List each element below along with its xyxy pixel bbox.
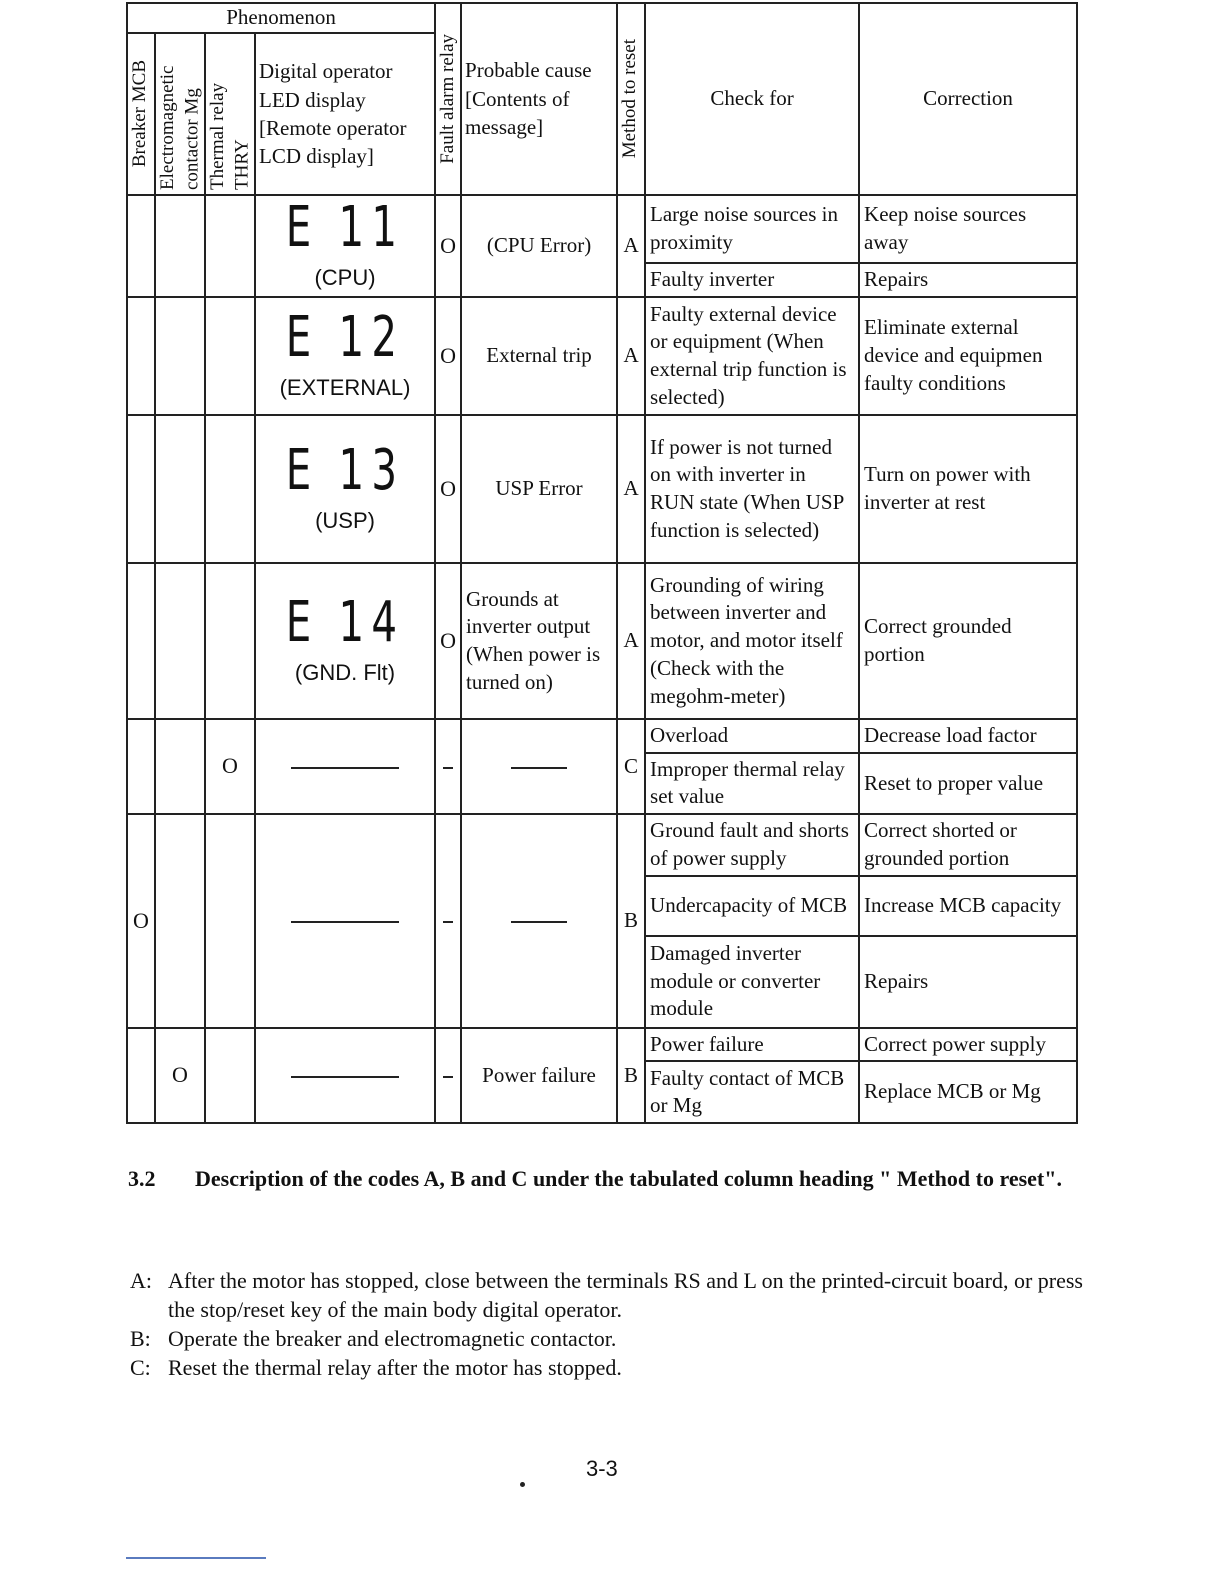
led-label: (CPU)	[314, 265, 376, 291]
alarm-none	[435, 1028, 461, 1124]
definition-text: Reset the thermal relay after the motor has stopped.	[168, 1355, 622, 1381]
row-e12	[127, 297, 1077, 415]
row-e11	[127, 195, 1077, 263]
troubleshooting-table	[126, 2, 1078, 1124]
correction-item: Correct grounded portion	[859, 563, 1077, 719]
phenomenon-header: Phenomenon	[127, 3, 435, 33]
mg-mark: O	[155, 1028, 205, 1124]
row-e13	[127, 415, 1077, 563]
thermal-relay-header: Thermal relay THRY	[207, 82, 253, 190]
alarm-mark: O	[435, 563, 461, 719]
cause-none	[461, 719, 617, 814]
check-item: Faulty inverter	[645, 263, 859, 297]
check-item: Overload	[645, 719, 859, 753]
led-code: E 12	[285, 305, 405, 371]
reset-code: B	[617, 1028, 645, 1124]
led-code: E 11	[285, 195, 405, 261]
e14-display	[255, 563, 435, 719]
check-for-header: Check for	[645, 3, 859, 195]
check-item: Ground fault and shorts of power supply	[645, 814, 859, 875]
scan-speck	[520, 1482, 525, 1487]
row-thermal	[127, 719, 1077, 753]
definition-b	[130, 1324, 1090, 1353]
check-item: Undercapacity of MCB	[645, 876, 859, 936]
code-definitions	[130, 1266, 1090, 1382]
reset-code: A	[617, 297, 645, 415]
correction-item: Replace MCB or Mg	[859, 1061, 1077, 1123]
correction-item: Reset to proper value	[859, 753, 1077, 814]
probable-cause: Grounds at inverter output (When power is turned on)	[461, 563, 617, 719]
fault-alarm-relay-header: Fault alarm relay	[437, 34, 459, 164]
reset-code: C	[617, 719, 645, 814]
alarm-mark: O	[435, 195, 461, 297]
led-label: (EXTERNAL)	[279, 375, 411, 401]
check-item: If power is not turned on with inverter in RUN state (When USP function is selected)	[645, 415, 859, 563]
breaker-mcb-header: Breaker MCB	[129, 60, 150, 168]
display-none	[255, 719, 435, 814]
probable-cause: External trip	[461, 297, 617, 415]
led-code: E 14	[285, 590, 405, 656]
probable-cause: Power failure	[461, 1028, 617, 1124]
e13-display	[255, 415, 435, 563]
electromagnetic-contactor-header: Electromagnetic contactor Mg	[157, 65, 203, 190]
cause-none	[461, 814, 617, 1027]
alarm-none	[435, 814, 461, 1027]
check-item: Faulty external device or equipment (When external trip function is selected)	[645, 297, 859, 415]
correction-item: Repairs	[859, 263, 1077, 297]
led-label: (USP)	[315, 508, 375, 534]
thry-mark: O	[205, 719, 255, 814]
led-label: (GND. Flt)	[294, 660, 396, 686]
row-power	[127, 1028, 1077, 1062]
check-item: Damaged inverter module or converter module	[645, 936, 859, 1028]
check-item: Large noise sources in proximity	[645, 195, 859, 263]
led-code: E 13	[285, 438, 405, 504]
correction-item: Turn on power with inverter at rest	[859, 415, 1077, 563]
correction-item: Eliminate external device and equipmen faulty conditions	[859, 297, 1077, 415]
page-number: 3-3	[586, 1456, 618, 1481]
correction-item: Keep noise sources away	[859, 195, 1077, 263]
mcb-mark: O	[127, 814, 155, 1027]
definition-key: A:	[130, 1268, 152, 1293]
header-row-top	[127, 3, 1077, 33]
correction-item: Correct shorted or grounded portion	[859, 814, 1077, 875]
method-to-reset-header: Method to reset	[619, 39, 641, 159]
probable-cause: (CPU Error)	[461, 195, 617, 297]
correction-header: Correction	[859, 3, 1077, 195]
reset-code: B	[617, 814, 645, 1027]
probable-cause: USP Error	[461, 415, 617, 563]
display-none	[255, 814, 435, 1027]
definition-key: C:	[130, 1355, 151, 1381]
section-title: Description of the codes A, B and C under the tabulated column heading " Method to reset".	[195, 1166, 1062, 1191]
check-item: Faulty contact of MCB or Mg	[645, 1061, 859, 1123]
row-breaker	[127, 814, 1077, 875]
definition-a	[130, 1266, 1090, 1324]
reset-code: A	[617, 195, 645, 297]
probable-cause-header: Probable cause [Contents of message]	[461, 3, 617, 195]
correction-item: Increase MCB capacity	[859, 876, 1077, 936]
definition-key: B:	[130, 1326, 151, 1352]
alarm-none	[435, 719, 461, 814]
check-item: Improper thermal relay set value	[645, 753, 859, 814]
e12-display	[255, 297, 435, 415]
digital-operator-header: Digital operator LED display [Remote operator LCD display]	[255, 33, 435, 195]
definition-text: After the motor has stopped, close between the terminals RS and L on the printed-circuit board, or press the stop/reset key of the main body digital operator.	[168, 1268, 1083, 1323]
check-item: Grounding of wiring between inverter and motor, and motor itself (Check with the megohm-meter)	[645, 563, 859, 719]
row-e14	[127, 563, 1077, 719]
check-item: Power failure	[645, 1028, 859, 1062]
correction-item: Repairs	[859, 936, 1077, 1028]
reset-code: A	[617, 415, 645, 563]
reset-code: A	[617, 563, 645, 719]
correction-item: Correct power supply	[859, 1028, 1077, 1062]
definition-text: Operate the breaker and electromagnetic contactor.	[168, 1326, 617, 1352]
display-none	[255, 1028, 435, 1124]
section-number: 3.2	[128, 1166, 156, 1191]
alarm-mark: O	[435, 297, 461, 415]
correction-item: Decrease load factor	[859, 719, 1077, 753]
definition-c	[130, 1353, 1090, 1382]
alarm-mark: O	[435, 415, 461, 563]
e11-display	[255, 195, 435, 297]
footnote-rule	[126, 1557, 266, 1559]
